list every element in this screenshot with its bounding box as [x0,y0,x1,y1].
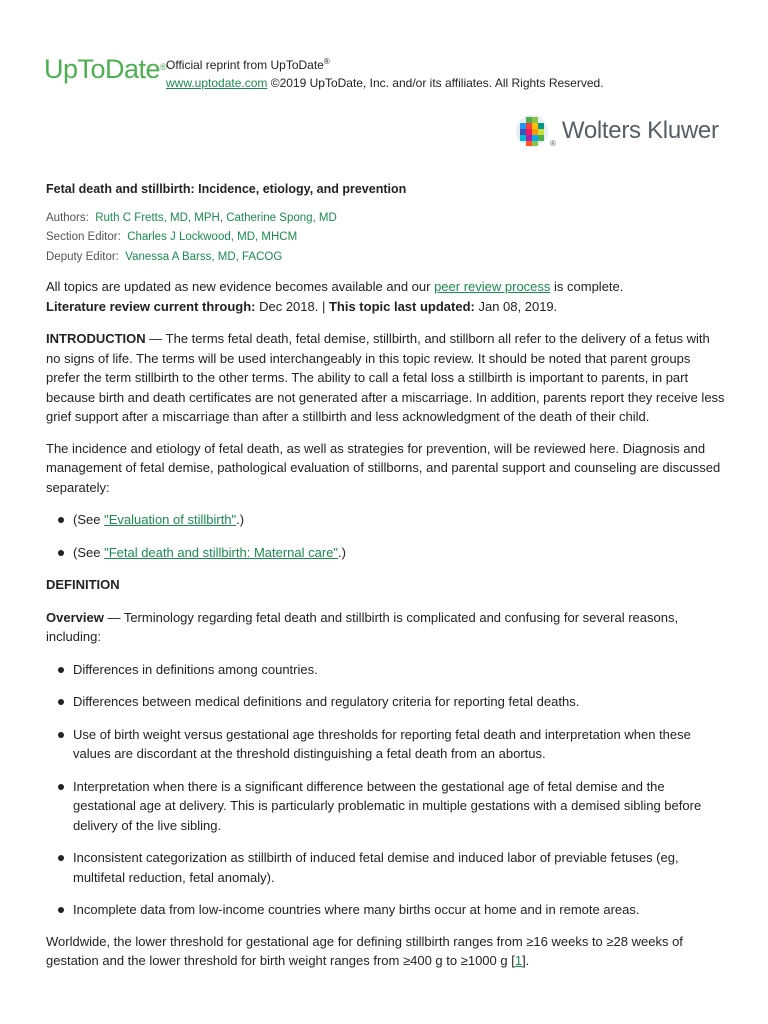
terminology-issues-list [46,660,726,920]
update-text-end: is complete. [550,279,624,294]
section-editor-line [46,228,726,248]
list-item [46,510,726,530]
logo-registered-mark: ® [160,62,167,72]
list-item: Interpretation when there is a significant difference between the gestational age of fetal demise and the gestational age at delivery. This is particularly problematic in multiple gestations with a demised sibling before delivery of the live sibling. [46,777,726,836]
deputy-editor-link[interactable]: Vanessa A Barss, MD, FACOG [125,250,283,263]
last-updated-label: This topic last updated: [328,298,475,314]
overview-label: Overview [46,609,104,625]
wolters-kluwer-logo [515,114,719,148]
reprint-label: Official reprint from UpToDate [166,58,324,72]
overview-text: — Terminology regarding fetal death and stillbirth is complicated and confusing for several reasons, including: [46,609,679,644]
publisher-registered-mark: ® [550,139,556,148]
wolters-kluwer-globe-icon [515,114,549,148]
author-link-2[interactable]: Catherine Spong, MD [226,211,337,224]
review-dates [46,297,726,317]
worldwide-paragraph [46,932,726,971]
intro-heading: INTRODUCTION [46,331,146,346]
section-editor-label: Section Editor: [46,231,121,243]
list-item: Differences in definitions among countries. [46,660,726,680]
last-updated-value: Jan 08, 2019. [474,298,558,314]
uptodate-logo[interactable] [44,53,166,85]
list-item: Incomplete data from low-income countries where many births occur at home and in remote areas. [46,900,726,920]
deputy-editor-label: Deputy Editor: [46,250,119,263]
intro-body: — The terms fetal death, fetal demise, stillbirth, and stillborn all refer to the delivery of a fetus with no signs of life. The terms will be used interchangeably in this topic review. It should be noted that parent groups prefer the term stillbirth to the other terms. The ability to call a fetal loss a stillbirth is important to parents, in part because birth and death certificates are not generated after a miscarriage. In addition, parents report they receive less grief support after a miscarriage than after a stillbirth and less acknowledgment of the death of their child. [46,331,725,424]
intro-paragraph-2: The incidence and etiology of fetal death, as well as strategies for prevention, will be reviewed here. Diagnosis and management of fetal demise, pathological evaluation of stillborns, and parental support and counseling are discussed separately: [46,440,721,495]
list-item [46,543,726,563]
authors-label: Authors: [46,211,89,224]
worldwide-text: Worldwide, the lower threshold for gestational age for defining stillbirth ranges from ≥16 weeks to ≥28 weeks of gestation and the lower threshold for birth weight ranges from ≥400 g to ≥1000 g [ [46,933,683,968]
list-item: Use of birth weight versus gestational age thresholds for reporting fetal death and interpretation when these values are discordant at the threshold distinguishing a fetal death from an abortus. [46,725,726,764]
see-prefix: (See [73,544,105,560]
lit-review-label: Literature review current through: [46,298,256,314]
see-suffix: .) [338,544,346,560]
evaluation-of-stillbirth-link[interactable]: "Evaluation of stillbirth" [104,512,237,527]
article-content [46,180,726,971]
reprint-notice [166,53,604,92]
author-separator: , [219,211,227,224]
authors-line [46,209,726,229]
lit-review-value: Dec 2018. | [255,298,329,314]
reprint-registered-mark: ® [323,57,330,66]
see-suffix: .) [236,512,245,527]
worldwide-text-end: ]. [522,953,530,968]
peer-review-link[interactable]: peer review process [434,279,551,294]
uptodate-site-link[interactable]: www.uptodate.com [166,76,268,90]
logo-text: UpToDate [44,54,161,84]
definition-heading: DEFINITION [46,577,120,592]
overview-paragraph [46,608,726,647]
update-notice [46,277,726,297]
intro-paragraph [46,329,726,427]
list-item: Differences between medical definitions and regulatory criteria for reporting fetal deaths. [46,692,726,712]
reference-link-1[interactable]: 1 [514,953,523,968]
section-editor-link[interactable]: Charles J Lockwood, MD, MHCM [127,231,298,243]
maternal-care-link[interactable]: "Fetal death and stillbirth: Maternal care" [104,544,339,560]
see-prefix: (See [73,512,105,527]
article-title: Fetal death and stillbirth: Incidence, etiology, and prevention [46,182,407,196]
update-text: All topics are updated as new evidence becomes available and our [46,279,435,294]
author-link-1[interactable]: Ruth C Fretts, MD, MPH [95,211,220,224]
deputy-editor-line [46,248,726,268]
publisher-name: Wolters Kluwer [561,117,719,144]
copyright-text: ©2019 UpToDate, Inc. and/or its affiliates. All Rights Reserved. [270,76,604,90]
see-also-list [46,510,726,562]
list-item: Inconsistent categorization as stillbirth of induced fetal demise and induced labor of previable fetuses (eg, multifetal reduction, fetal anomaly). [46,848,726,887]
